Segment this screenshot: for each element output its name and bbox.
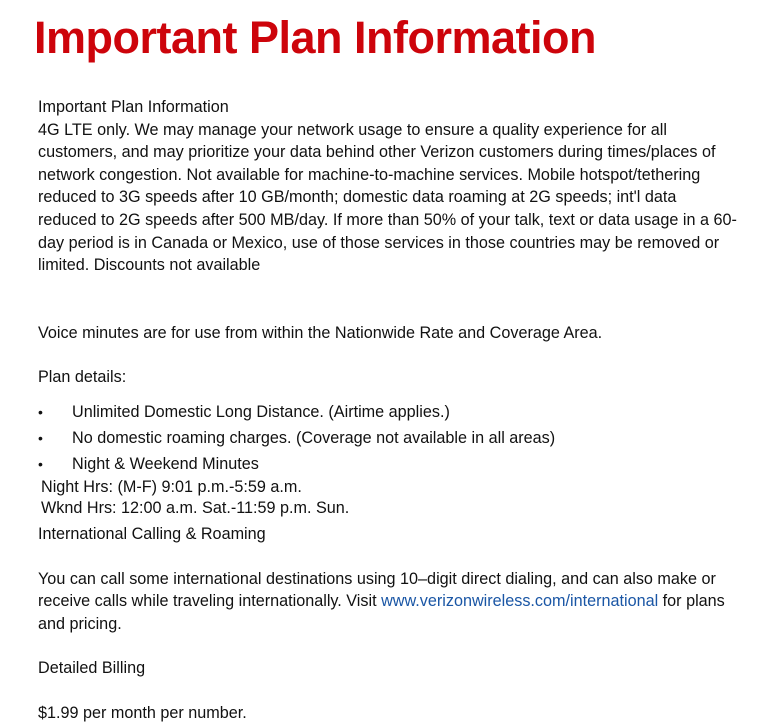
billing-price: $1.99 per month per number.: [38, 703, 247, 722]
list-item: [38, 425, 738, 451]
spacer: [38, 389, 738, 399]
list-item: [38, 399, 738, 425]
bullet-icon: •: [38, 455, 43, 472]
billing-heading: Detailed Billing: [38, 659, 146, 678]
intl-text-after: for plans and pricing.: [38, 592, 725, 633]
plan-content: [38, 96, 738, 725]
spacer: [38, 680, 738, 702]
night-hours: Night Hrs: (M-F) 9:01 p.m.-5:59 a.m.: [41, 477, 302, 496]
plan-details-list: [38, 399, 738, 477]
bullet-icon: •: [38, 403, 43, 420]
list-item-text: Night & Weekend Minutes: [72, 454, 259, 473]
spacer: [38, 344, 738, 366]
night-weekend-hours: [38, 477, 738, 519]
weekend-hours: Wknd Hrs: 12:00 a.m. Sat.-11:59 p.m. Sun.: [41, 498, 350, 517]
intro-paragraph: 4G LTE only. We may manage your network usage to ensure a quality experience for all customers, and may prioritize your data behind other Verizon customers during times/places of network congestion. Not available for machine-to-machine services. Mobile hotspot/tethering reduced to 3G speeds after 10 GB/month; domestic data roaming at 2G speeds; int'l data reduced to 2G speeds after 500 MB/day. If more than 50% of your talk, text or data usage in a 60-day period is in Canada or Mexico, use of those services in those countries may be removed or limited. Discounts not available: [38, 120, 737, 275]
spacer: [38, 635, 738, 657]
intl-paragraph: [38, 568, 738, 636]
voice-minutes-note: Voice minutes are for use from within the Nationwide Rate and Coverage Area.: [38, 323, 603, 342]
spacer: [38, 546, 738, 568]
page-title: Important Plan Information: [34, 12, 597, 63]
intl-text-before: You can call some international destinations using 10–digit direct dialing, and can also make or receive calls while traveling internationally. Visit: [38, 569, 716, 611]
list-item-text: No domestic roaming charges. (Coverage not available in all areas): [72, 428, 556, 447]
bullet-icon: •: [38, 429, 43, 446]
spacer: [38, 277, 738, 322]
list-item-text: Unlimited Domestic Long Distance. (Airtime applies.): [72, 402, 450, 421]
intl-heading: International Calling & Roaming: [38, 524, 266, 543]
section-heading: Important Plan Information: [38, 98, 229, 116]
list-item: [38, 451, 738, 477]
international-link[interactable]: www.verizonwireless.com/international: [381, 592, 659, 611]
plan-details-heading: Plan details:: [38, 368, 127, 387]
